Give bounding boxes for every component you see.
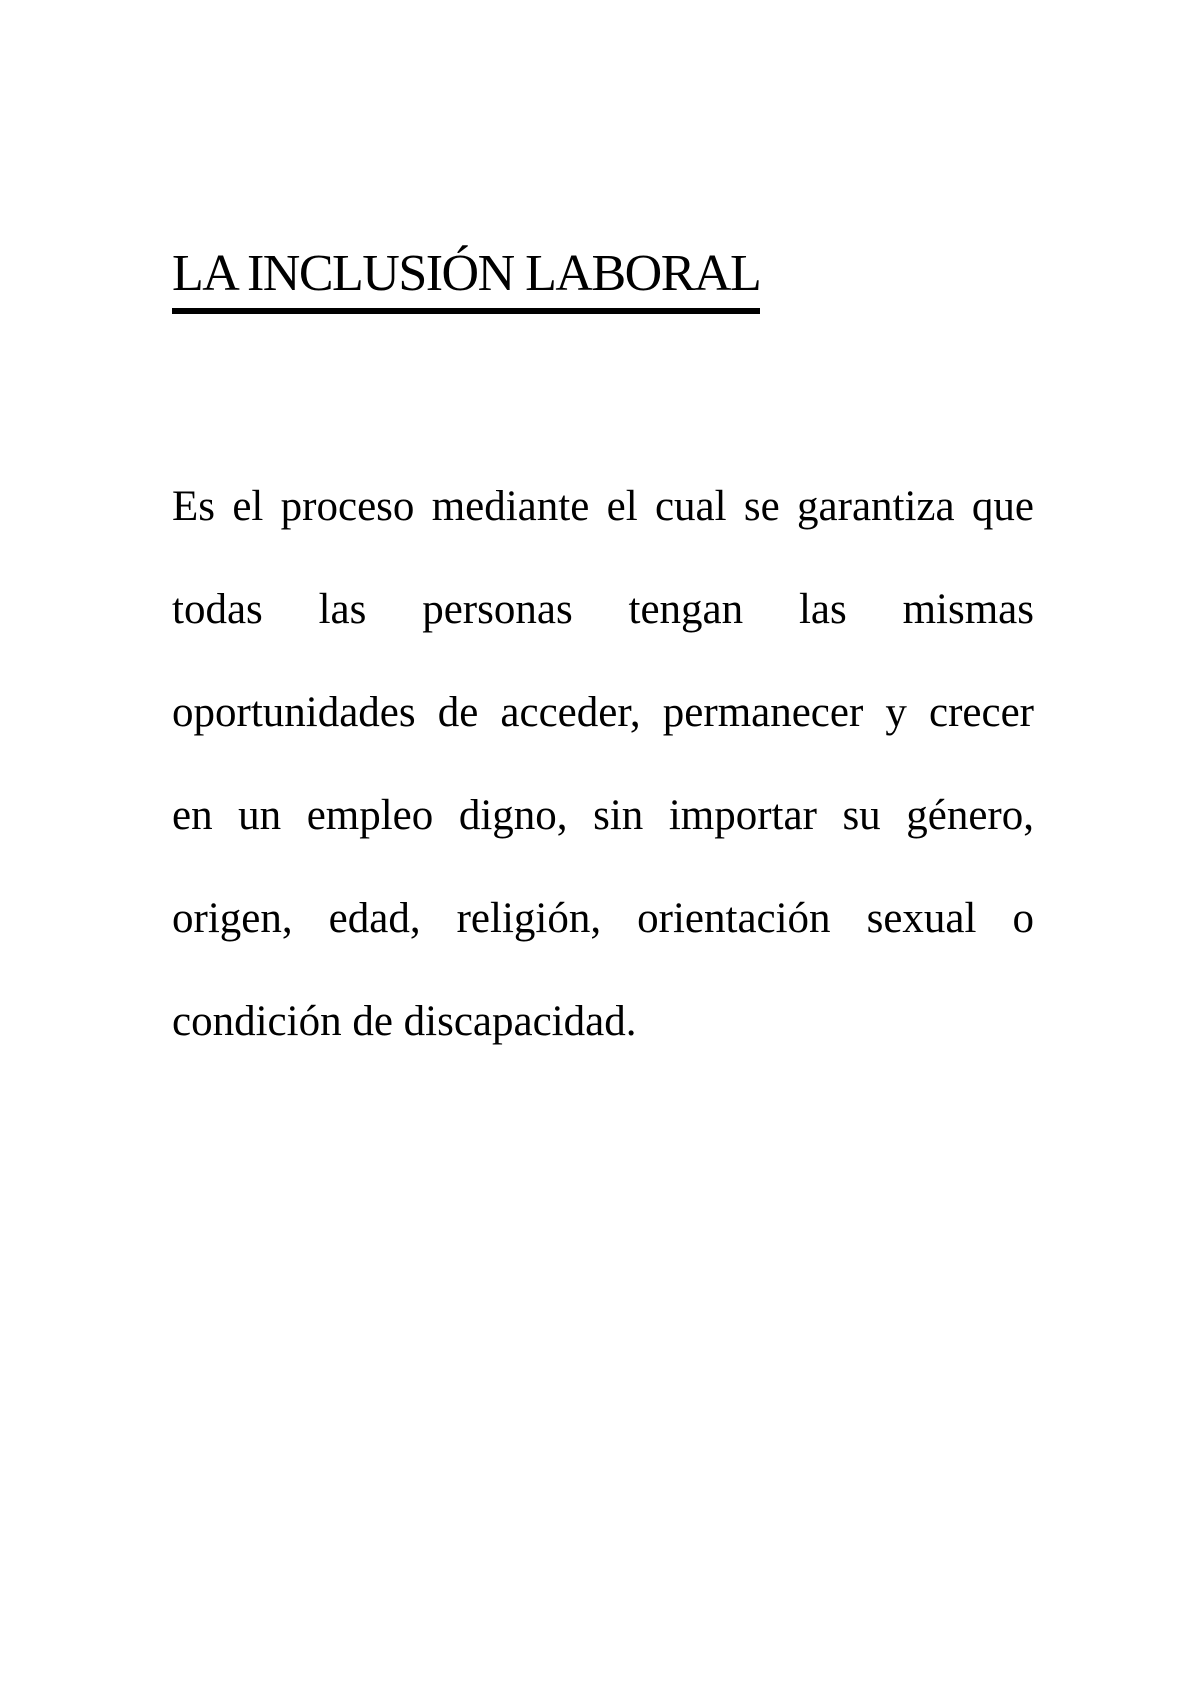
paragraph-line-5: origen, edad, religión, orientación sexual o (172, 895, 1034, 942)
paragraph-line-3: oportunidades de acceder, permanecer y crecer (172, 689, 1034, 736)
paragraph-line-6: condición de discapacidad. (172, 998, 637, 1045)
document-title: LA INCLUSIÓN LABORAL (172, 240, 760, 314)
paragraph-line-4: en un empleo digno, sin importar su género, (172, 792, 1034, 839)
document-paragraph (172, 455, 1034, 1073)
paragraph-line-2: todas las personas tengan las mismas (172, 586, 1034, 633)
paragraph-line-1: Es el proceso mediante el cual se garantiza que (172, 483, 1034, 530)
